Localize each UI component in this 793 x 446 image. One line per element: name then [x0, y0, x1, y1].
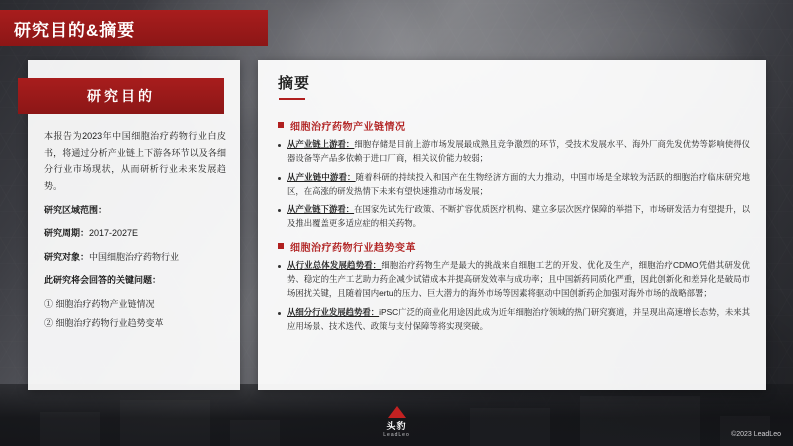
purpose-period-label: 研究周期：: [44, 228, 90, 239]
summary-section-heading: 细胞治疗药物行业趋势变革: [278, 239, 750, 254]
list-item: 从产业链下游看：在国家先试先行'政策、不断扩容优质医疗机构、建立多层次医疗保障的举措下，市场研发活力有望提升，以及推出覆盖更多适应症的相关药物。: [278, 203, 750, 231]
purpose-heading: 研究目的: [87, 88, 155, 104]
list-item: 从产业链上游看：细胞存储是目前上游市场发展最成熟且竞争激烈的环节，受技术发展水平、海外厂商先发优势等影响使得仪器设备等产品多依赖于进口厂商，相关议价能力较弱；: [278, 138, 750, 166]
logo-subtext: LeadLeo: [383, 432, 410, 438]
logo-text: 头豹: [386, 421, 407, 431]
purpose-paragraph: 本报告为2023年中国细胞治疗药物行业白皮书，将通过分析产业链上下游各环节以及各细分行业市场现状，从而研析行业未来发展趋势。: [44, 131, 226, 191]
dot-bullet-icon: [278, 265, 281, 268]
summary-title-rule: [279, 98, 305, 100]
page-title: 研究目的&摘要: [14, 20, 136, 40]
purpose-scope-label: 研究区域范围：: [44, 204, 108, 215]
list-item: 从细分行业发展趋势看：iPSC广泛的商业化用途因此成为近年细胞治疗领域的热门研究赛道，并呈现出高速增长态势，未来其应用场景、技术迭代、政策与支付保障等将实现突破。: [278, 306, 750, 334]
summary-panel: [258, 60, 766, 390]
triangle-logo-icon: [388, 406, 406, 418]
purpose-heading-banner: [18, 78, 224, 114]
brand-logo: [337, 406, 457, 438]
purpose-period: [44, 225, 226, 242]
purpose-object: [44, 249, 226, 266]
list-item: ① 细胞治疗药物产业链情况: [44, 299, 155, 310]
dot-bullet-icon: [278, 312, 281, 315]
dot-bullet-icon: [278, 209, 281, 212]
list-item: 从产业链中游看：随着科研的持续投入和国产在生物经济方面的大力推动，中国市场是全球较为活跃的细胞治疗临床研究地区，在高涨的研发热情下未来有望快速推动市场发展；: [278, 171, 750, 199]
square-bullet-icon: [278, 122, 284, 128]
slide-title-bar: [0, 10, 268, 46]
purpose-body: [44, 128, 226, 333]
list-item: 从行业总体发展趋势看：细胞治疗药物生产是最大的挑战来自细胞工艺的开发、优化及生产，细胞治疗CDMO凭借其研发优势、稳定的生产工艺助力药企减少试错成本并提高研发效率与成功率；且中国新药同质化严重，因此创新化和差异化是破局市场困扰关键，且随着国内ertu的压力、巨大潜力的海外市场等因素将驱动中国创新药企加强对海外市场的战略部署；: [278, 259, 750, 301]
list-item: ② 细胞治疗药物行业趋势变革: [44, 317, 164, 328]
summary-title: 摘要: [278, 75, 311, 92]
summary-body: [278, 110, 750, 338]
dot-bullet-icon: [278, 144, 281, 147]
purpose-object-value: 中国细胞治疗药物行业: [89, 251, 180, 262]
purpose-panel: [28, 60, 240, 390]
summary-section-heading: 细胞治疗药物产业链情况: [278, 118, 750, 133]
purpose-question-list: [44, 296, 226, 331]
purpose-object-label: 研究对象：: [44, 251, 90, 262]
copyright: ©2023 LeadLeo: [731, 431, 781, 438]
purpose-questions-label: 此研究将会回答的关键问题：: [44, 275, 162, 286]
purpose-period-value: 2017-2027E: [89, 228, 139, 239]
square-bullet-icon: [278, 243, 284, 249]
dot-bullet-icon: [278, 177, 281, 180]
